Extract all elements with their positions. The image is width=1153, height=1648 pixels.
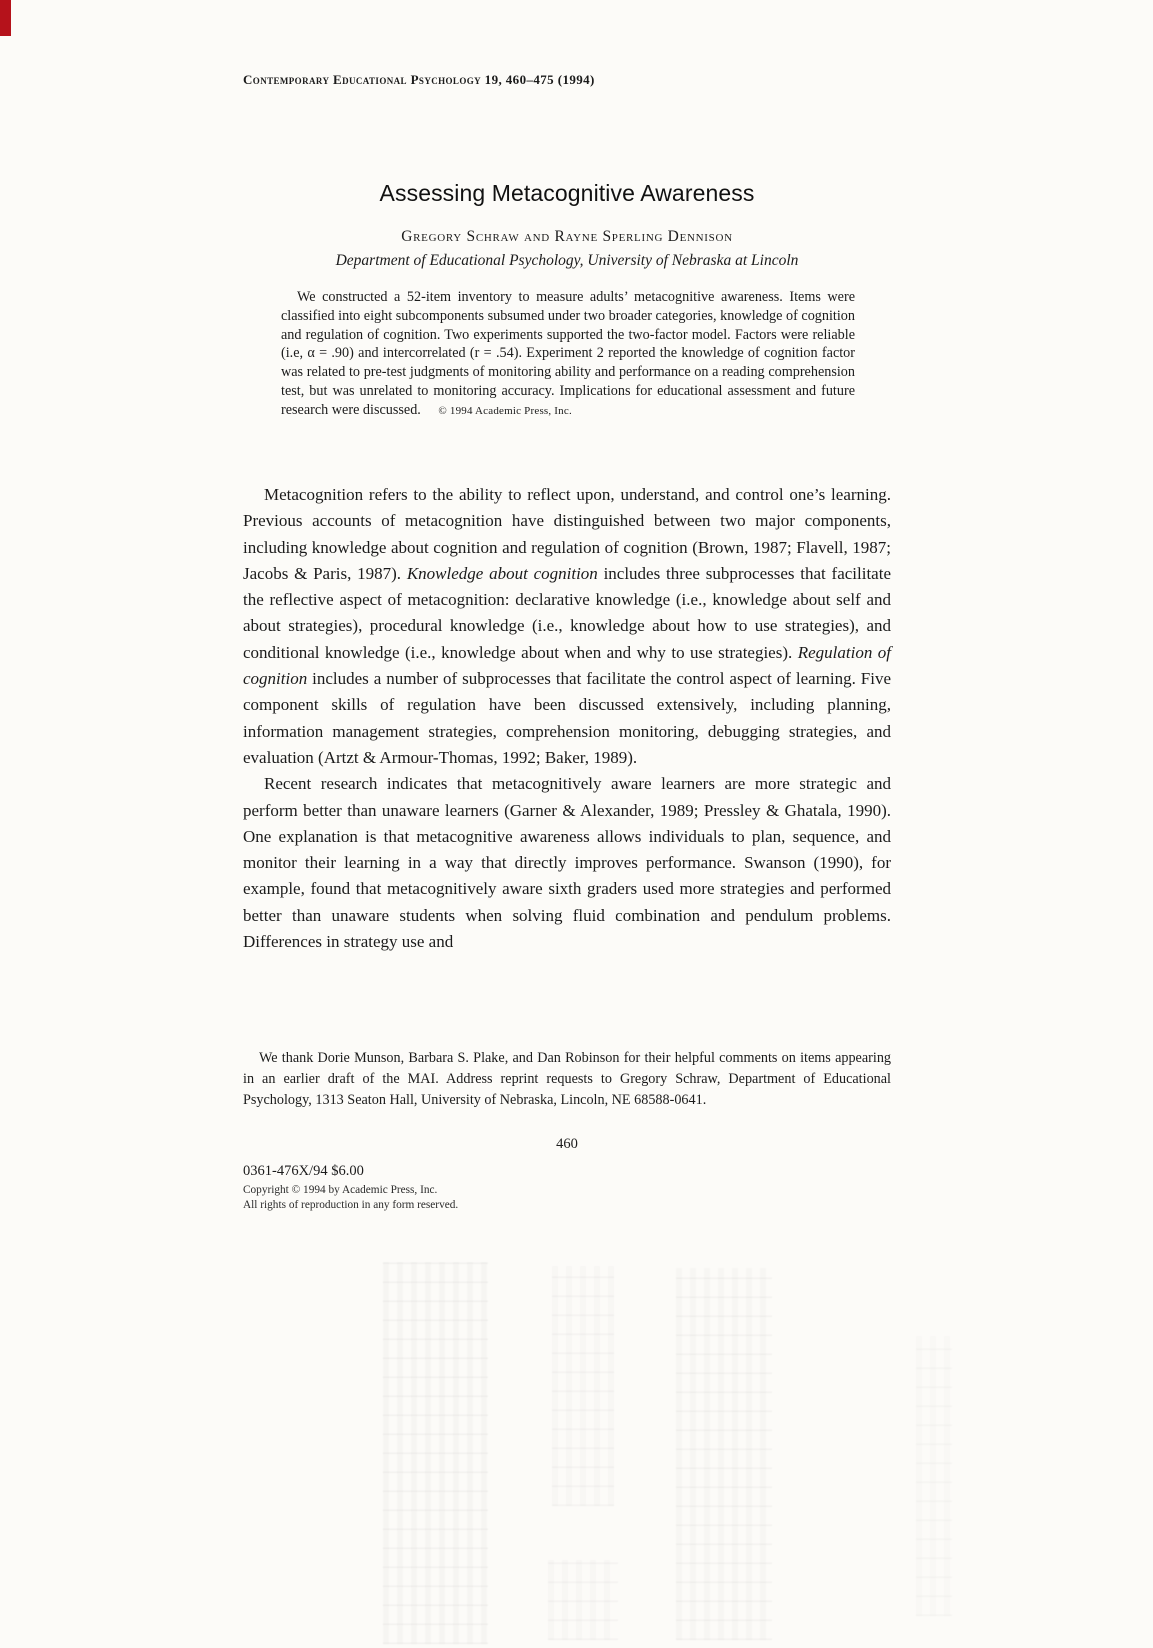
abstract-text: We constructed a 52-item inventory to measure adults’ metacognitive awareness. Items were classified into eight subcomponents subsumed under two broader categories, knowledge of cognition and regulation of cognition. Two experiments supported the two-factor model. Factors were reliable (i.e, α = .90) and intercorrelated (r = .54). Experiment 2 reported the knowledge of cognition factor was related to pre-test judgments of monitoring ability and performance on a reading comprehension test, but was unrelated to monitoring accuracy. Implications for educational assessment and future research were discussed. [281, 289, 855, 418]
author-note-footnote: We thank Dorie Munson, Barbara S. Plake, and Dan Robinson for their helpful comments on items appearing in an earlier draft of the MAI. Address reprint requests to Gregory Schraw, Department of Educational Psychology, 1313 Seaton Hall, University of Nebraska, Lincoln, NE 68588-0641. [243, 1050, 891, 1108]
scan-noise-artifact [383, 1262, 488, 1644]
scan-edge-artifact [0, 0, 11, 36]
article-authors: Gregory Schraw and Rayne Sperling Dennison [401, 228, 733, 245]
paragraph-1-italic-knowledge-about-cognition: Knowledge about cognition [406, 563, 598, 583]
paragraph-1-text-a: Metacognition refers to the ability to reflect upon, understand, and control one’s learning. Previous accounts of metacognition have distinguished between two major components, including knowledge about cognition and regulation of cognition (Brown, 1987; Flavell, 1987; Jacobs & Paris, 1987). [243, 485, 891, 583]
issn-price-line: 0361-476X/94 $6.00 [243, 1163, 364, 1179]
scan-noise-artifact [916, 1336, 952, 1616]
article-title: Assessing Metacognitive Awareness [379, 180, 755, 206]
body-paragraph-2: Recent research indicates that metacognitively aware learners are more strategic and perform better than unaware learners (Garner & Alexander, 1989; Pressley & Ghatala, 1990). One explanation is that metacognitive awareness allows individuals to plan, sequence, and monitor their learning in a way that directly improves performance. Swanson (1990), for example, found that metacognitively aware sixth graders used more strategies and performed better than unaware students when solving fluid combination and pendulum problems. Differences in strategy use and [243, 774, 891, 952]
paragraph-1-text-b: includes three subprocesses that facilitate the reflective aspect of metacognition: declarative knowledge (i.e., knowledge about self and about strategies), procedural knowledge (i.e., knowledge about how to use strategies), and conditional knowledge (i.e., knowledge about when and why to use strategies). [243, 563, 891, 662]
scan-noise-artifact [548, 1560, 618, 1640]
imprint-block [243, 1163, 663, 1213]
body-paragraph-1 [243, 482, 891, 771]
paragraph-1-text-c: includes a number of subprocesses that facilitate the control aspect of learning. Five component skills of regulation have been discussed extensively, including planning, information management strategies, comprehension monitoring, debugging strategies, and evaluation (Artzt & Armour-Thomas, 1992; Baker, 1989). [243, 669, 891, 767]
abstract-block [281, 288, 855, 421]
page-number: 460 [556, 1136, 578, 1152]
article-body [243, 482, 891, 955]
scan-noise-artifact [676, 1268, 772, 1640]
journal-running-head: Contemporary Educational Psychology 19, 460–475 (1994) [243, 72, 595, 87]
copyright-line: Copyright © 1994 by Academic Press, Inc. [243, 1184, 438, 1196]
paragraph-1-italic-regulation-of-cognition: Regulation of cognition [243, 642, 891, 689]
abstract-copyright-note: © 1994 Academic Press, Inc. [438, 404, 572, 417]
scan-noise-artifact [552, 1266, 614, 1506]
article-affiliation: Department of Educational Psychology, University of Nebraska at Lincoln [335, 252, 799, 269]
rights-reserved-line: All rights of reproduction in any form reserved. [243, 1199, 459, 1211]
